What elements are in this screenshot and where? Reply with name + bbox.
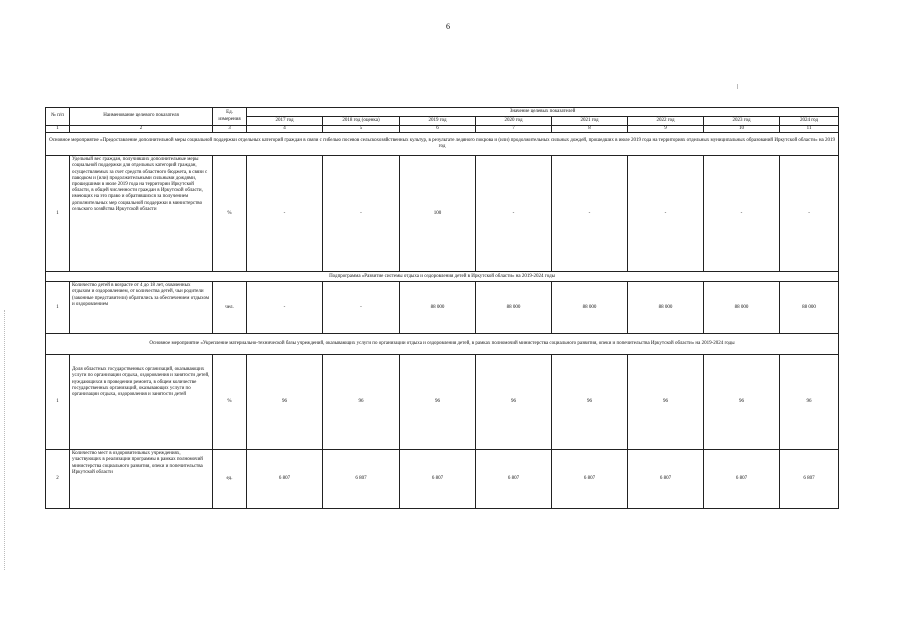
indicator-value: -	[476, 156, 552, 272]
section-title-measure-2: Основное мероприятие «Укрепление материально-технической базы учреждений, оказывающих услуги по организации отдыха и оздоровления детей, в рамках полномочий министерства социального развития, опеки и попечительства Иркутской области» на 2019-2024 годы	[46, 334, 839, 355]
indicator-value: -	[780, 156, 839, 272]
indicator-name: Удельный вес граждан, получивших дополнительные меры социальной поддержки для отдельных категорий граждан, осуществляемых за счет средств областного бюджета, в связи с паводком и (или) продолжительными сильными дождями, прошедшими в июле 2019 года на территории Иркутской области, в общей численности граждан в Иркутской области, имеющих на это право и обратившихся за получением дополнительных мер социальной поддержки в министерство сельского хозяйства Иркутской области	[70, 156, 213, 272]
indicator-num: 1	[46, 156, 70, 272]
indicator-value: -	[247, 282, 323, 334]
indicator-value: 96	[476, 355, 552, 450]
indicator-value: 88 000	[704, 282, 780, 334]
section-row-measure-2	[46, 334, 839, 355]
section-title-subprogram: Подпрограмма «Развитие системы отдыха и оздоровления детей в Иркутской области» на 2019-2024 годы	[46, 272, 839, 282]
indicator-value: -	[247, 156, 323, 272]
target-indicators-table-container	[45, 107, 838, 509]
header-year: 2024 год	[780, 117, 839, 126]
header-year: 2021 год	[552, 117, 628, 126]
binding-margin	[4, 310, 6, 570]
indicator-value: 6 807	[400, 450, 476, 509]
indicator-value: -	[323, 156, 400, 272]
column-number: 2	[70, 126, 213, 133]
section-row-subprogram	[46, 272, 839, 282]
indicator-value: 6 807	[780, 450, 839, 509]
indicator-value: 88 000	[400, 282, 476, 334]
section-title-measure-1: Основное мероприятие «Предоставление дополнительной меры социальной поддержки отдельных категорий граждан в связи с гибелью посевов сельскохозяйственных культур, в результате ледяного покрова и (или) продолжительных сильных дождей, прошедших в июле 2019 года на территориях отдельных муниципальных образований Иркутской области» на 2019 год	[46, 133, 839, 156]
indicator-value: -	[628, 156, 704, 272]
column-numbers-row	[46, 126, 839, 133]
header-year: 2017 год	[247, 117, 323, 126]
indicator-value: 6 807	[476, 450, 552, 509]
header-num: № п/п	[46, 108, 70, 126]
header-row-top	[46, 108, 839, 117]
header-year: 2020 год	[476, 117, 552, 126]
indicator-num: 1	[46, 282, 70, 334]
indicator-value: 88 000	[476, 282, 552, 334]
column-number: 7	[476, 126, 552, 133]
indicator-value: 88 000	[552, 282, 628, 334]
indicator-num: 2	[46, 450, 70, 509]
header-values-group: Значение целевых показателей	[247, 108, 839, 117]
column-number: 6	[400, 126, 476, 133]
indicator-unit: чел.	[213, 282, 247, 334]
indicator-value: 6 807	[247, 450, 323, 509]
target-indicators-table	[45, 107, 839, 509]
indicator-unit: %	[213, 156, 247, 272]
indicator-value: 100	[400, 156, 476, 272]
indicator-value: 6 807	[628, 450, 704, 509]
page-number: 6	[446, 22, 450, 31]
indicator-name: Количество мест в оздоровительных учреждениях, участвующих в реализации программы в рамках полномочий министерства социального развития, опеки и попечительства Иркутской области	[70, 450, 213, 509]
indicator-value: 88 000	[780, 282, 839, 334]
indicator-name: Количество детей в возрасте от 4 до 18 лет, охваченных отдыхом и оздоровлением, от количества детей, чьи родители (законные представители) обратились за обеспечением отдыхом и оздоровлением	[70, 282, 213, 334]
scan-mark	[737, 84, 738, 89]
indicator-value: 88 000	[628, 282, 704, 334]
section-row-measure-1	[46, 133, 839, 156]
indicator-value: -	[704, 156, 780, 272]
indicator-value: 96	[704, 355, 780, 450]
column-number: 4	[247, 126, 323, 133]
header-year: 2019 год	[400, 117, 476, 126]
column-number: 5	[323, 126, 400, 133]
indicator-value: 96	[780, 355, 839, 450]
column-number: 1	[46, 126, 70, 133]
indicator-value: 6 807	[323, 450, 400, 509]
indicator-num: 1	[46, 355, 70, 450]
indicator-value: 96	[400, 355, 476, 450]
column-number: 3	[213, 126, 247, 133]
indicator-value: -	[552, 156, 628, 272]
header-year: 2022 год	[628, 117, 704, 126]
header-unit: Ед. измерения	[213, 108, 247, 126]
header-year: 2018 год (оценка)	[323, 117, 400, 126]
indicator-name: Доля областных государственных организаций, оказывающих услуги по организации отдыха, оздоровления и занятости детей, нуждающихся в проведении ремонта, в общем количестве государственных организаций, оказывающих услуги по организации отдыха, оздоровления и занятости детей	[70, 355, 213, 450]
column-number: 9	[628, 126, 704, 133]
indicator-row	[46, 450, 839, 509]
header-name: Наименование целевого показателя	[70, 108, 213, 126]
column-number: 8	[552, 126, 628, 133]
column-number: 11	[780, 126, 839, 133]
indicator-value: 96	[552, 355, 628, 450]
indicator-unit: ед.	[213, 450, 247, 509]
indicator-unit: %	[213, 355, 247, 450]
indicator-value: 96	[628, 355, 704, 450]
indicator-value: 96	[323, 355, 400, 450]
column-number: 10	[704, 126, 780, 133]
header-year: 2023 год	[704, 117, 780, 126]
indicator-row	[46, 282, 839, 334]
indicator-value: 6 807	[704, 450, 780, 509]
indicator-value: 6 807	[552, 450, 628, 509]
indicator-row	[46, 156, 839, 272]
indicator-value: -	[323, 282, 400, 334]
indicator-row	[46, 355, 839, 450]
indicator-value: 96	[247, 355, 323, 450]
